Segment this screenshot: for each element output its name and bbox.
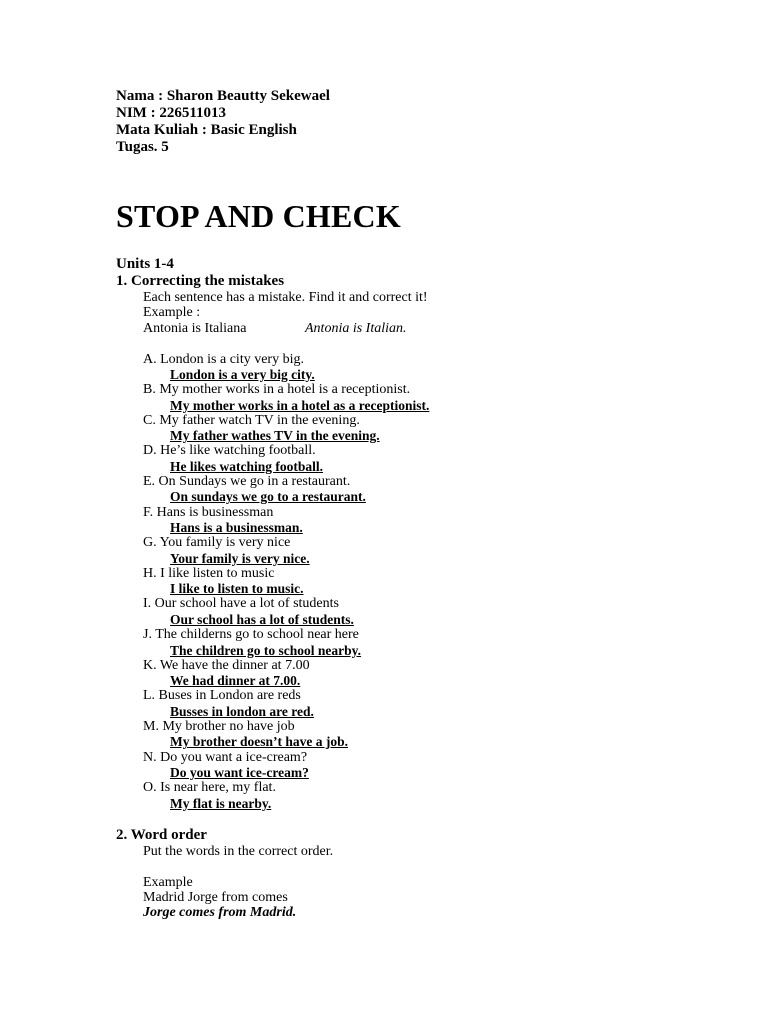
section2-heading: 2. Word order bbox=[116, 826, 207, 843]
mistake-sentence: F. Hans is businessman bbox=[143, 504, 274, 520]
list-item bbox=[143, 658, 716, 689]
mistake-sentence: I. Our school have a lot of students bbox=[143, 596, 339, 612]
corrected-sentence: The children go to school nearby. bbox=[170, 642, 362, 658]
section2-body bbox=[116, 844, 716, 921]
corrected-sentence: My brother doesn’t have a job. bbox=[170, 734, 348, 750]
section2-example-words: Madrid Jorge from comes bbox=[143, 889, 288, 905]
list-item bbox=[143, 627, 716, 658]
example-correct-sentence: Antonia is Italian. bbox=[305, 320, 407, 336]
corrected-sentence: My mother works in a hotel as a receptionist. bbox=[170, 397, 430, 413]
mistake-sentence: C. My father watch TV in the evening. bbox=[143, 412, 360, 428]
student-name: Nama : Sharon Beautty Sekewael bbox=[116, 88, 330, 104]
section1-example-row bbox=[143, 321, 716, 336]
list-item bbox=[143, 719, 716, 750]
list-item bbox=[143, 382, 716, 413]
list-item bbox=[143, 566, 716, 597]
corrected-sentence: I like to listen to music. bbox=[170, 581, 304, 597]
list-item bbox=[143, 780, 716, 811]
task-number: Tugas. 5 bbox=[116, 139, 169, 155]
list-item bbox=[143, 688, 716, 719]
section1-example-label: Example : bbox=[143, 305, 201, 321]
corrected-sentence: Busses in london are red. bbox=[170, 703, 314, 719]
correction-list bbox=[143, 352, 716, 811]
section2-example-answer: Jorge comes from Madrid. bbox=[143, 905, 297, 921]
corrected-sentence: Hans is a businessman. bbox=[170, 520, 303, 536]
example-wrong-sentence: Antonia is Italiana bbox=[143, 320, 247, 336]
document-page bbox=[116, 88, 716, 921]
mistake-sentence: B. My mother works in a hotel is a receptionist. bbox=[143, 382, 411, 398]
spacer bbox=[143, 336, 716, 351]
corrected-sentence: We had dinner at 7.00. bbox=[170, 673, 301, 689]
mistake-sentence: G. You family is very nice bbox=[143, 535, 291, 551]
mistake-sentence: K. We have the dinner at 7.00 bbox=[143, 657, 310, 673]
corrected-sentence: My flat is nearby. bbox=[170, 795, 272, 811]
header-block bbox=[116, 88, 716, 156]
list-item bbox=[143, 352, 716, 383]
list-item bbox=[143, 413, 716, 444]
mistake-sentence: L. Buses in London are reds bbox=[143, 688, 301, 704]
section2-instruction: Put the words in the correct order. bbox=[143, 843, 334, 859]
list-item bbox=[143, 596, 716, 627]
units-label: Units 1-4 bbox=[116, 256, 174, 272]
mistake-sentence: M. My brother no have job bbox=[143, 718, 295, 734]
list-item bbox=[143, 505, 716, 536]
spacer bbox=[143, 859, 716, 874]
mistake-sentence: J. The childerns go to school near here bbox=[143, 627, 359, 643]
list-item bbox=[143, 474, 716, 505]
corrected-sentence: On sundays we go to a restaurant. bbox=[170, 489, 366, 505]
section1-body bbox=[116, 290, 716, 811]
section2-example-label: Example bbox=[143, 874, 193, 890]
list-item bbox=[143, 750, 716, 781]
mistake-sentence: H. I like listen to music bbox=[143, 565, 275, 581]
course-name: Mata Kuliah : Basic English bbox=[116, 122, 297, 138]
student-nim: NIM : 226511013 bbox=[116, 105, 226, 121]
mistake-sentence: O. Is near here, my flat. bbox=[143, 780, 276, 796]
mistake-sentence: N. Do you want a ice-cream? bbox=[143, 749, 308, 765]
mistake-sentence: E. On Sundays we go in a restaurant. bbox=[143, 474, 351, 490]
corrected-sentence: Our school has a lot of students. bbox=[170, 611, 354, 627]
section1-instruction: Each sentence has a mistake. Find it and correct it! bbox=[143, 290, 428, 305]
corrected-sentence: Your family is very nice. bbox=[170, 550, 310, 566]
list-item bbox=[143, 535, 716, 566]
mistake-sentence: A. London is a city very big. bbox=[143, 351, 304, 367]
corrected-sentence: London is a very big city. bbox=[170, 367, 315, 383]
section-correcting-mistakes bbox=[116, 273, 716, 811]
corrected-sentence: Do you want ice-cream? bbox=[170, 764, 309, 780]
list-item bbox=[143, 443, 716, 474]
section1-heading: 1. Correcting the mistakes bbox=[116, 273, 285, 289]
page-title: STOP AND CHECK bbox=[116, 198, 401, 234]
corrected-sentence: He likes watching football. bbox=[170, 458, 324, 474]
section-word-order bbox=[116, 827, 716, 921]
mistake-sentence: D. He’s like watching football. bbox=[143, 443, 316, 459]
corrected-sentence: My father wathes TV in the evening. bbox=[170, 428, 380, 444]
